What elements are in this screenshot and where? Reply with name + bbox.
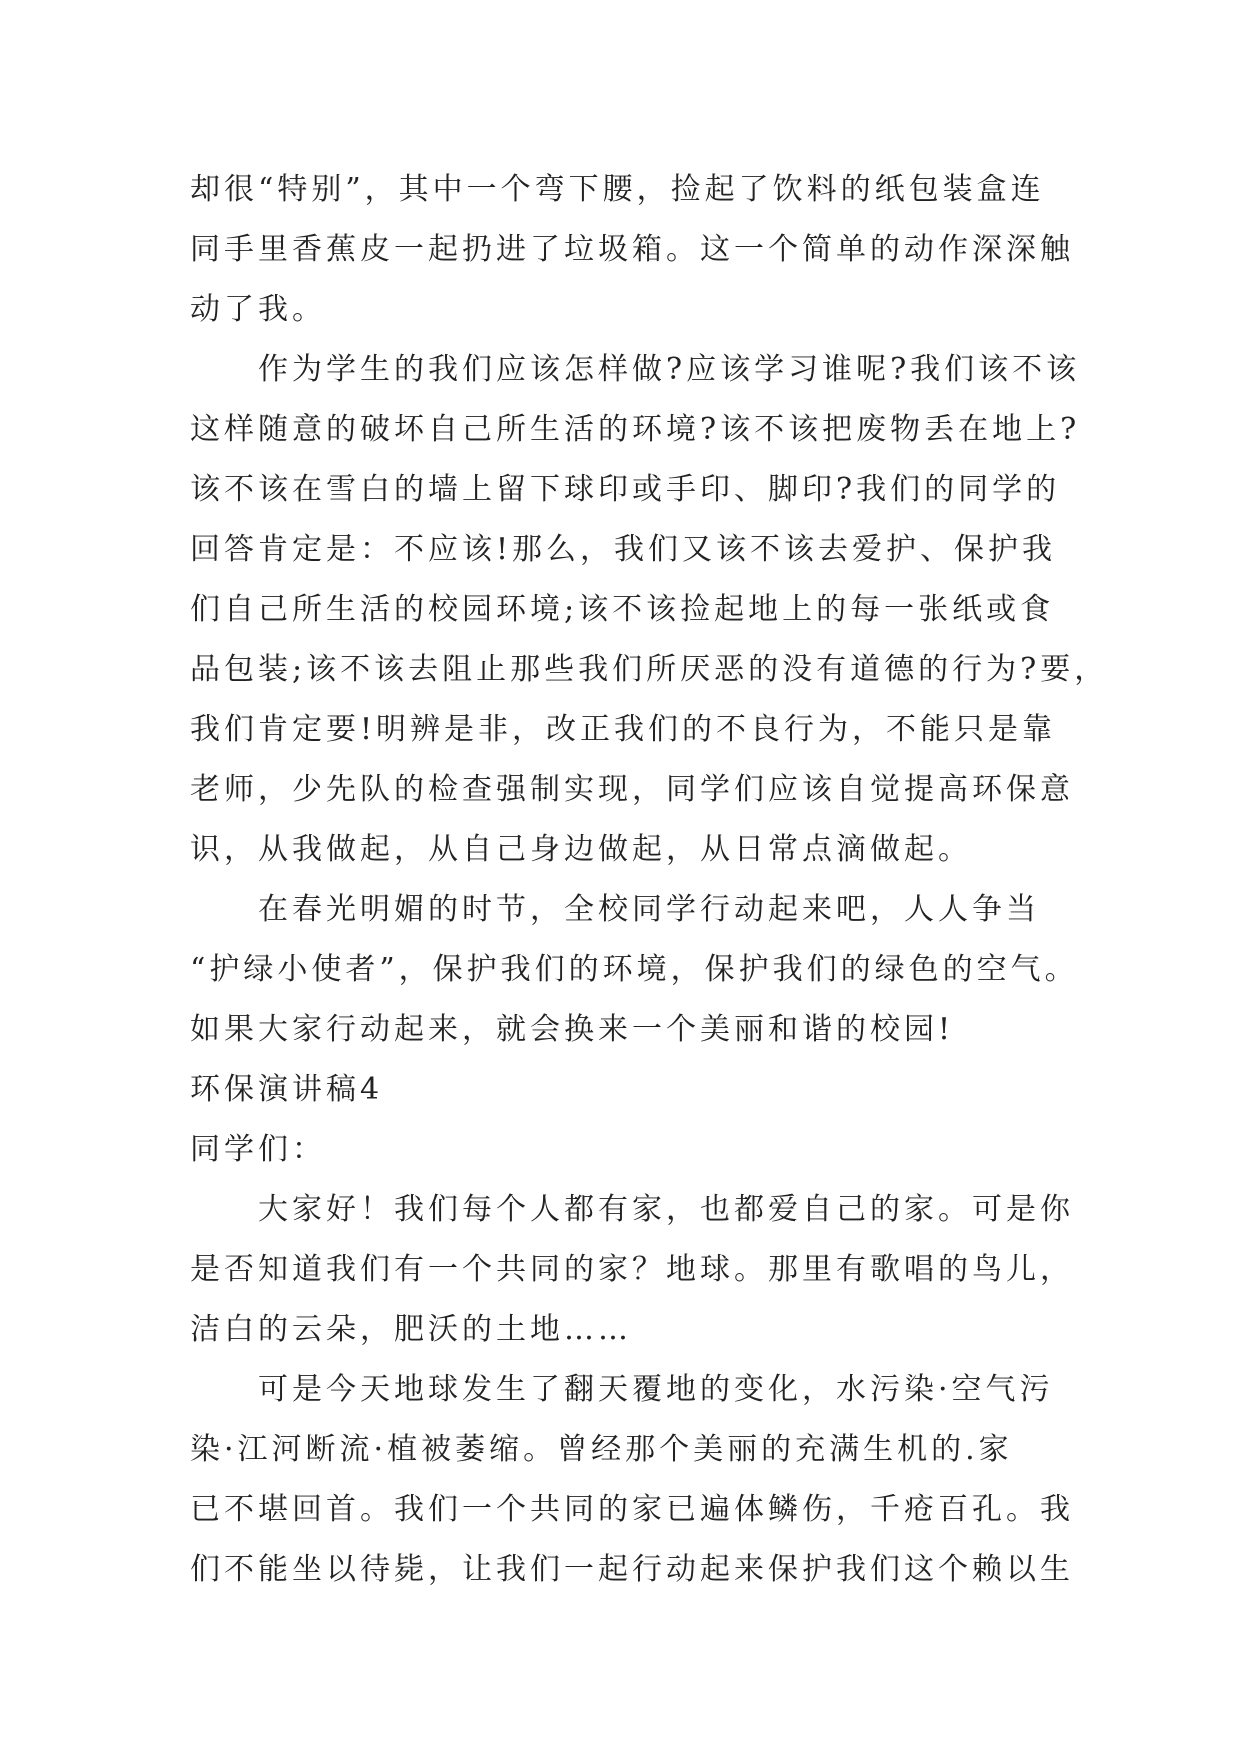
- text-line: 们不能坐以待毙，让我们一起行动起来保护我们这个赖以生: [190, 1552, 1074, 1587]
- text-line: 品包装;该不该去阻止那些我们所厌恶的没有道德的行为?要，: [190, 652, 1109, 687]
- text-line: 同手里香蕉皮一起扔进了垃圾箱。这一个简单的动作深深触: [190, 232, 1074, 267]
- text-line: 动了我。: [190, 292, 326, 327]
- text-line: 却很“特别”，其中一个弯下腰，捡起了饮料的纸包装盒连: [190, 172, 1045, 207]
- text-line: 可是今天地球发生了翻天覆地的变化，水污染·空气污: [258, 1372, 1054, 1407]
- text-line: 该不该在雪白的墙上留下球印或手印、脚印?我们的同学的: [190, 472, 1061, 507]
- paragraph-3: [190, 880, 1079, 1060]
- salutation: 同学们：: [190, 1132, 326, 1167]
- text-line: 是否知道我们有一个共同的家？地球。那里有歌唱的鸟儿，: [190, 1252, 1074, 1287]
- paragraph-2: [190, 340, 1109, 880]
- paragraph-5: [190, 1360, 1074, 1600]
- text-line: 已不堪回首。我们一个共同的家已遍体鳞伤，千疮百孔。我: [190, 1492, 1074, 1527]
- text-line: 在春光明媚的时节，全校同学行动起来吧，人人争当: [258, 892, 1040, 927]
- section-heading: 环保演讲稿4: [190, 1072, 384, 1107]
- text-line: 如果大家行动起来，就会换来一个美丽和谐的校园!: [190, 1012, 955, 1047]
- text-line: 洁白的云朵，肥沃的土地……: [190, 1312, 632, 1347]
- text-line: 老师，少先队的检查强制实现，同学们应该自觉提高环保意: [190, 772, 1074, 807]
- text-line: 大家好！我们每个人都有家，也都爱自己的家。可是你: [258, 1192, 1074, 1227]
- document-body: [190, 160, 1109, 1600]
- text-line: 这样随意的破坏自己所生活的环境?该不该把废物丢在地上?: [190, 412, 1081, 447]
- text-line: 我们肯定要!明辨是非，改正我们的不良行为，不能只是靠: [190, 712, 1057, 747]
- text-line: 们自己所生活的校园环境;该不该捡起地上的每一张纸或食: [190, 592, 1055, 627]
- text-line: 识，从我做起，从自己身边做起，从日常点滴做起。: [190, 832, 972, 867]
- paragraph-4: [190, 1180, 1074, 1360]
- text-line: “护绿小使者”，保护我们的环境，保护我们的绿色的空气。: [190, 952, 1079, 987]
- paragraph-1: [190, 160, 1074, 340]
- text-line: 作为学生的我们应该怎样做?应该学习谁呢?我们该不该: [258, 352, 1081, 387]
- text-line: 染·江河断流·植被萎缩。曾经那个美丽的充满生机的.家: [190, 1432, 1013, 1467]
- text-line: 回答肯定是：不应该!那么，我们又该不该去爱护、保护我: [190, 532, 1057, 567]
